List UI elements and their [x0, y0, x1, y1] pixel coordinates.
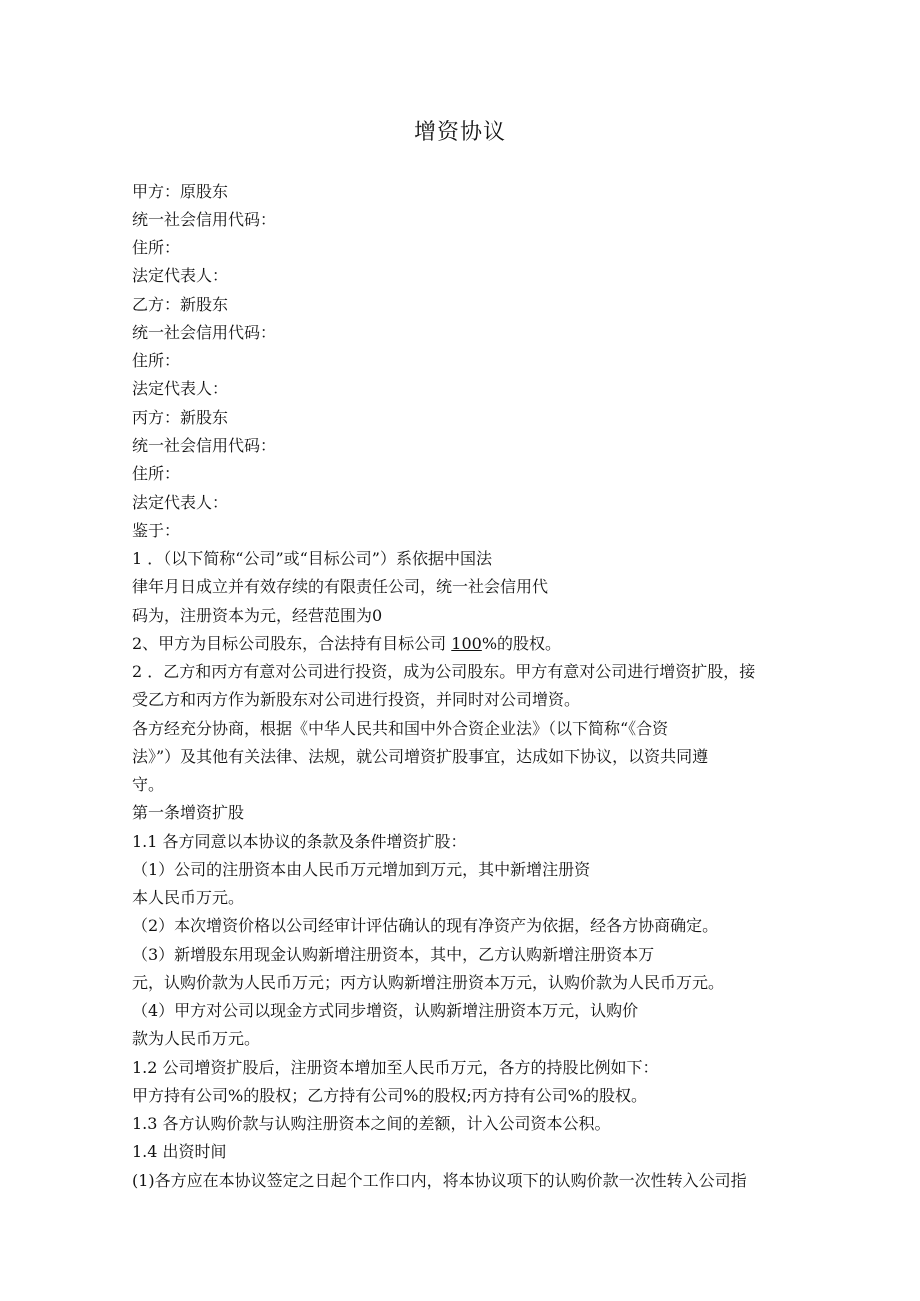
- text-line: 法定代表人：: [132, 379, 229, 398]
- underlined-percentage: 100: [451, 634, 482, 653]
- text-line: 住所：: [132, 238, 181, 257]
- text-line: 1.3 各方认购价款与认购注册资本之间的差额，计入公司资本公积。: [132, 1114, 611, 1133]
- text-line: （4）甲方对公司以现金方式同步增资，认购新增注册资本万元，认购价: [132, 1001, 639, 1020]
- document-title: 增资协议: [413, 120, 506, 145]
- text-run: %的股权。: [481, 634, 562, 653]
- text-line: 受乙方和丙方作为新股东对公司进行投资，并同时对公司增资。: [132, 690, 581, 709]
- text-line: 统一社会信用代码：: [132, 436, 277, 455]
- text-line: 2 ．乙方和丙方有意对公司进行投资，成为公司股东。甲方有意对公司进行增资扩股，接: [132, 662, 756, 681]
- text-line: 守。: [132, 775, 165, 794]
- text-line: 住所：: [132, 351, 181, 370]
- text-line: 律年月日成立并有效存续的有限责任公司，统一社会信用代: [132, 577, 549, 596]
- text-line: （1）公司的注册资本由人民币万元增加到万元，其中新增注册资: [132, 860, 591, 879]
- text-line: 鉴于：: [132, 521, 181, 540]
- text-line: 住所：: [132, 464, 181, 483]
- text-line: 丙方：新股东: [132, 408, 229, 427]
- text-line: 甲方：原股东: [132, 182, 229, 201]
- text-line: 法》”）及其他有关法律、法规，就公司增资扩股事宜，达成如下协议，以资共同遵: [132, 747, 709, 766]
- text-line: 1.1 各方同意以本协议的条款及条件增资扩股：: [132, 832, 467, 851]
- text-line: 款为人民币万元。: [132, 1029, 261, 1048]
- text-line: （3）新增股东用现金认购新增注册资本，其中，乙方认购新增注册资本万: [132, 945, 655, 964]
- text-line: 法定代表人：: [132, 266, 229, 285]
- text-line: 1.2 公司增资扩股后，注册资本增加至人民币万元，各方的持股比例如下：: [132, 1058, 659, 1077]
- text-line: 码为，注册资本为元，经营范围为0: [132, 606, 383, 625]
- text-line: 本人民币万元。: [132, 888, 245, 907]
- text-line: 统一社会信用代码：: [132, 323, 277, 342]
- text-line: 乙方：新股东: [132, 295, 229, 314]
- text-line: （2）本次增资价格以公司经审计评估确认的现有净资产为依据，经各方协商确定。: [132, 916, 719, 935]
- text-line: 元，认购价款为人民币万元；丙方认购新增注册资本万元，认购价款为人民币万元。: [132, 973, 725, 992]
- text-line: 1.4 出资时间: [132, 1142, 227, 1161]
- text-run: 2、甲方为目标公司股东，合法持有目标公司: [132, 634, 452, 653]
- text-line: 各方经充分协商，根据《中华人民共和国中外合资企业法》（以下简称“《合资: [132, 719, 669, 738]
- section-heading: 第一条增资扩股: [132, 803, 245, 822]
- text-line: 甲方持有公司%的股权；乙方持有公司%的股权;丙方持有公司%的股权。: [132, 1086, 648, 1105]
- text-line: [132, 634, 561, 654]
- text-line: 1 ．（以下简称“公司”或“目标公司”）系依据中国法: [132, 549, 492, 568]
- text-line: 统一社会信用代码：: [132, 210, 277, 229]
- text-line: (1)各方应在本协议签定之日起个工作口内，将本协议项下的认购价款一次性转入公司指: [132, 1171, 747, 1190]
- text-line: 法定代表人：: [132, 493, 229, 512]
